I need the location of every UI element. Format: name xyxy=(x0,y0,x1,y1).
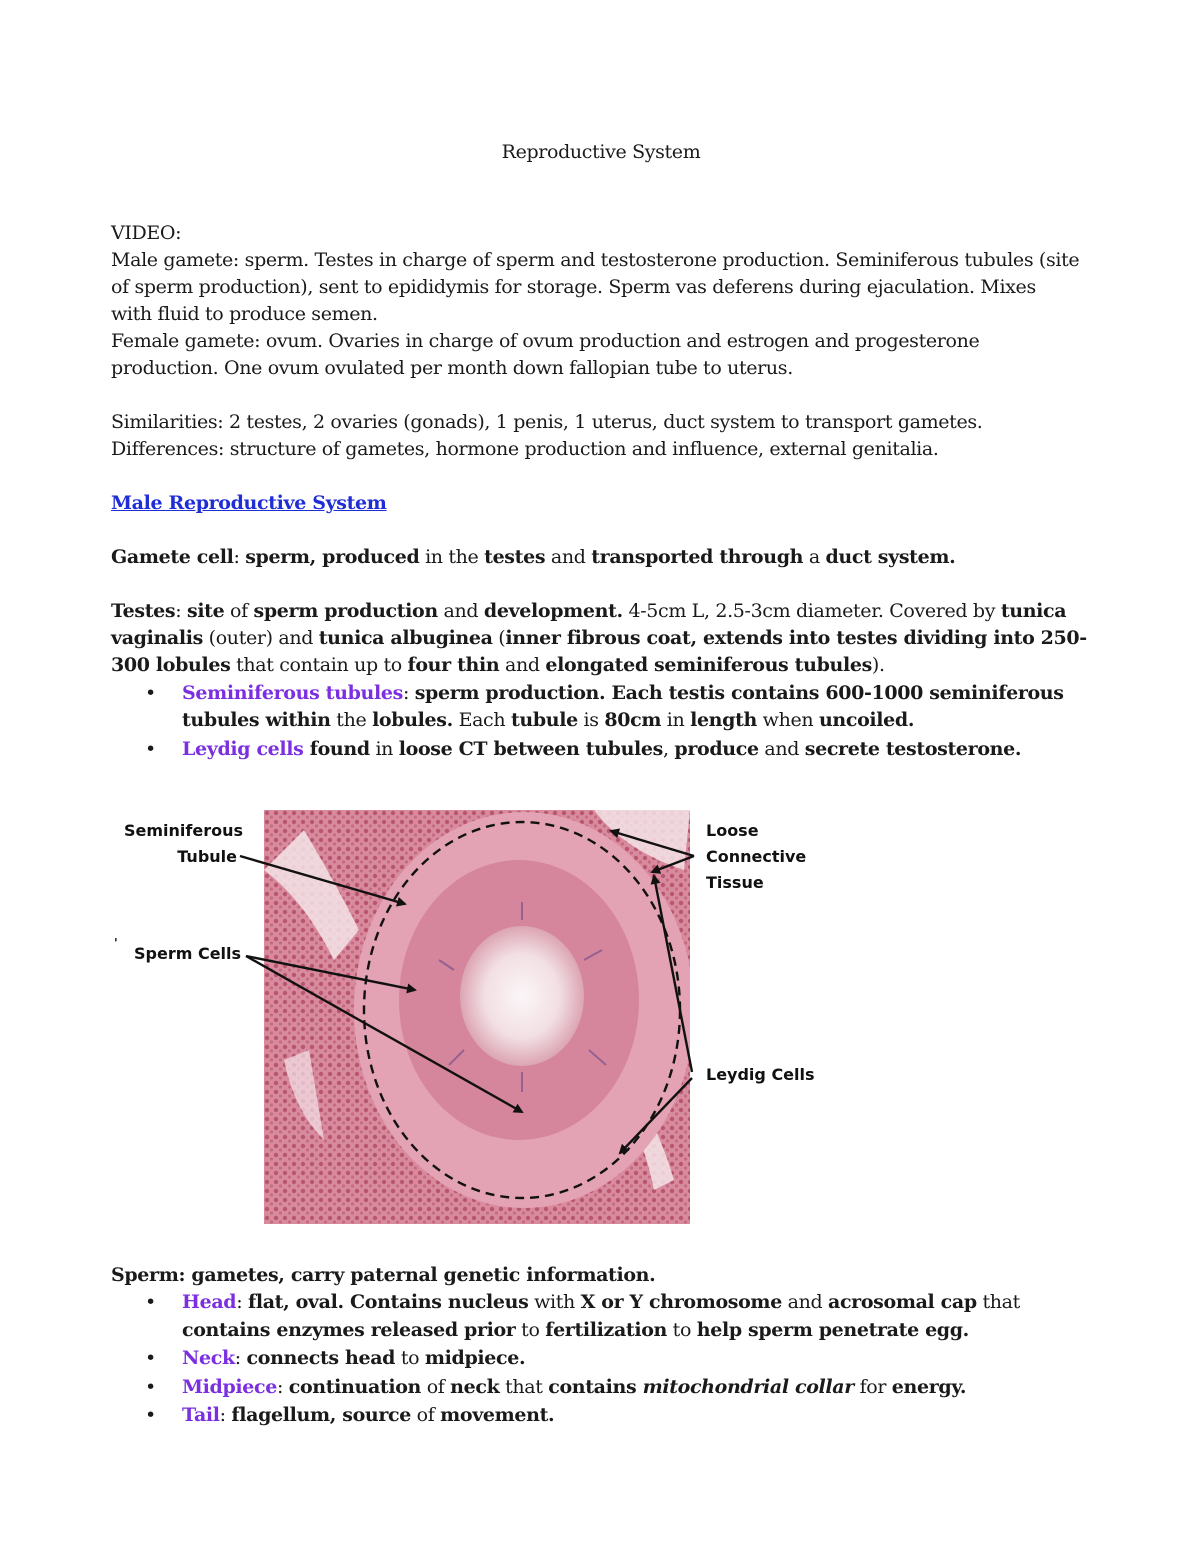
bullet-head-line-1: Head: flat, oval. Contains nucleus with X or Y chromosome and acrosomal cap that xyxy=(182,1291,1020,1313)
label-seminiferous-tubule: Seminiferous Tubule xyxy=(124,821,244,866)
bullet-tail: Tail: flagellum, source of movement. xyxy=(182,1404,555,1426)
bullet-glyph: • xyxy=(145,1376,156,1398)
gamete-paragraph: Gamete cell: sperm, produced in the testes and transported through a duct system. xyxy=(111,546,956,568)
bullet-midpiece: Midpiece: continuation of neck that contains mitochondrial collar for energy. xyxy=(182,1376,967,1398)
bullet-glyph: • xyxy=(145,738,156,760)
bullet-glyph: • xyxy=(145,1291,156,1313)
video-female-line-1: Female gamete: ovum. Ovaries in charge of ovum production and estrogen and progesterone xyxy=(111,330,980,352)
sperm-heading: Sperm: gametes, carry paternal genetic information. xyxy=(111,1264,656,1286)
bullet-glyph: • xyxy=(145,1347,156,1369)
differences-line: Differences: structure of gametes, hormone production and influence, external genitalia. xyxy=(111,438,939,460)
video-female-line-2: production. One ovum ovulated per month down fallopian tube to uterus. xyxy=(111,357,793,379)
label-leydig-cells: Leydig Cells xyxy=(706,1065,815,1084)
label-loose-connective-tissue: Loose Connective Tissue xyxy=(706,821,807,892)
section-heading-link[interactable]: Male Reproductive System xyxy=(111,492,387,514)
label-sperm-cells: Sperm Cells xyxy=(134,944,242,963)
video-male-line-3: with fluid to produce semen. xyxy=(111,303,378,325)
bullet-seminiferous-line-1: Seminiferous tubules: sperm production. Each testis contains 600-1000 seminiferous xyxy=(182,682,1064,704)
page-title: Reproductive System xyxy=(501,141,701,163)
bullet-neck: Neck: connects head to midpiece. xyxy=(182,1347,526,1369)
video-male-line-2: of sperm production), sent to epididymis for storage. Sperm vas deferens during ejaculation. Mixes xyxy=(111,276,1036,298)
similarities-line: Similarities: 2 testes, 2 ovaries (gonads), 1 penis, 1 uterus, duct system to transport gametes. xyxy=(111,411,983,433)
video-male-line-1: Male gamete: sperm. Testes in charge of sperm and testosterone production. Seminiferous tubules (site xyxy=(111,249,1080,271)
bullet-glyph: • xyxy=(145,1404,156,1426)
stray-mark: ' xyxy=(114,936,118,950)
testes-line-2: vaginalis (outer) and tunica albuginea (inner fibrous coat, extends into testes dividing into 250- xyxy=(111,627,1087,649)
testes-line-3: 300 lobules that contain up to four thin and elongated seminiferous tubules). xyxy=(111,654,885,676)
bullet-leydig: Leydig cells found in loose CT between tubules, produce and secrete testosterone. xyxy=(182,738,1022,760)
seminiferous-tubule-micrograph xyxy=(264,810,690,1224)
video-label: VIDEO: xyxy=(111,222,182,244)
bullet-head-line-2: contains enzymes released prior to fertilization to help sperm penetrate egg. xyxy=(182,1319,969,1341)
testes-line-1: Testes: site of sperm production and development. 4-5cm L, 2.5-3cm diameter. Covered by tunica xyxy=(111,600,1067,622)
bullet-glyph: • xyxy=(145,682,156,704)
bullet-seminiferous-line-2: tubules within the lobules. Each tubule is 80cm in length when uncoiled. xyxy=(182,709,915,731)
